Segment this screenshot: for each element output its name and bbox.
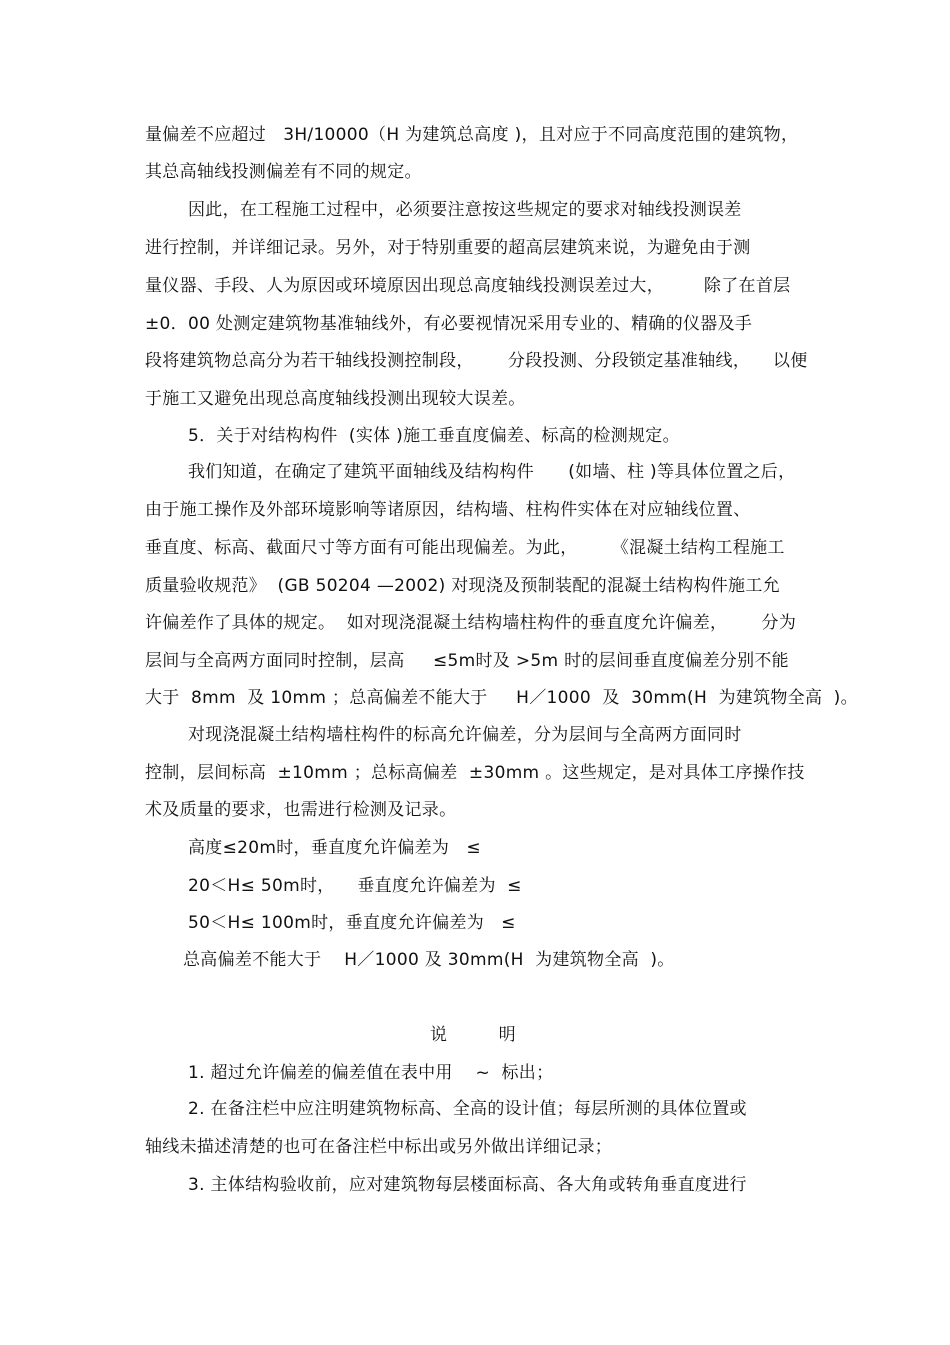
paragraph-line: 由于施工操作及外部环境影响等诸原因，结构墙、柱构件实体在对应轴线位置、 — [145, 500, 751, 520]
paragraph-line: ±0．00 处测定建筑物基准轴线外，有必要视情况采用专业的、精确的仪器及手 — [145, 314, 753, 334]
paragraph-line: 量仪器、手段、人为原因或环境原因出现总高度轴线投测误差过大， 除了在首层 — [145, 276, 791, 296]
paragraph-line: 垂直度、标高、截面尺寸等方面有可能出现偏差。为此， 《混凝土结构工程施工 — [145, 538, 785, 558]
paragraph-line: 其总高轴线投测偏差有不同的规定。 — [145, 162, 422, 182]
paragraph-line: 控制，层间标高 ±10mm ；总标高偏差 ±30mm 。这些规定，是对具体工序操作技 — [145, 763, 805, 783]
paragraph-line: 术及质量的要求，也需进行检测及记录。 — [145, 800, 457, 820]
note-line: 轴线未描述清楚的也可在备注栏中标出或另外做出详细记录； — [145, 1137, 613, 1157]
paragraph-line: 质量验收规范》 (GB 50204 —2002) 对现浇及预制装配的混凝土结构构件施工允 — [145, 576, 780, 596]
paragraph-line: 量偏差不应超过 3H/10000（H 为建筑总高度 )，且对应于不同高度范围的建筑物， — [145, 125, 799, 145]
paragraph-line: 我们知道，在确定了建筑平面轴线及结构构件 (如墙、柱 )等具体位置之后， — [188, 462, 796, 482]
tolerance-line: 高度≤20m时，垂直度允许偏差为 ≤ — [188, 838, 481, 858]
note-line: 3. 主体结构验收前，应对建筑物每层楼面标高、各大角或转角垂直度进行 — [188, 1175, 747, 1195]
paragraph-line: 于施工又避免出现总高度轴线投测出现较大误差。 — [145, 389, 526, 409]
tolerance-line: 50＜H≤ 100m时，垂直度允许偏差为 ≤ — [188, 913, 516, 933]
note-line: 1. 超过允许偏差的偏差值在表中用 ~ 标出； — [188, 1063, 554, 1083]
section-heading: 5．关于对结构构件 (实体 )施工垂直度偏差、标高的检测规定。 — [188, 426, 680, 446]
paragraph-line: 层间与全高两方面同时控制，层高 ≤5m时及 >5m 时的层间垂直度偏差分别不能 — [145, 651, 789, 671]
notes-title: 说 明 — [430, 1025, 516, 1045]
tolerance-line: 总高偏差不能大于 H／1000 及 30mm(H 为建筑物全高 )。 — [183, 950, 675, 970]
note-line: 2. 在备注栏中应注明建筑物标高、全高的设计值；每层所测的具体位置或 — [188, 1099, 747, 1119]
paragraph-line: 因此，在工程施工过程中，必须要注意按这些规定的要求对轴线投测误差 — [188, 200, 742, 220]
paragraph-line: 段将建筑物总高分为若干轴线投测控制段， 分段投测、分段锁定基准轴线， 以便 — [145, 351, 808, 371]
tolerance-line: 20＜H≤ 50m时， 垂直度允许偏差为 ≤ — [188, 876, 522, 896]
paragraph-line: 大于 8mm 及 10mm ；总高偏差不能大于 H／1000 及 30mm(H 为建筑物全高 )。 — [145, 688, 858, 708]
paragraph-line: 进行控制，并详细记录。另外，对于特别重要的超高层建筑来说，为避免由于测 — [145, 238, 751, 258]
paragraph-line: 对现浇混凝土结构墙柱构件的标高允许偏差，分为层间与全高两方面同时 — [188, 725, 742, 745]
paragraph-line: 许偏差作了具体的规定。 如对现浇混凝土结构墙柱构件的垂直度允许偏差， 分为 — [145, 613, 797, 633]
